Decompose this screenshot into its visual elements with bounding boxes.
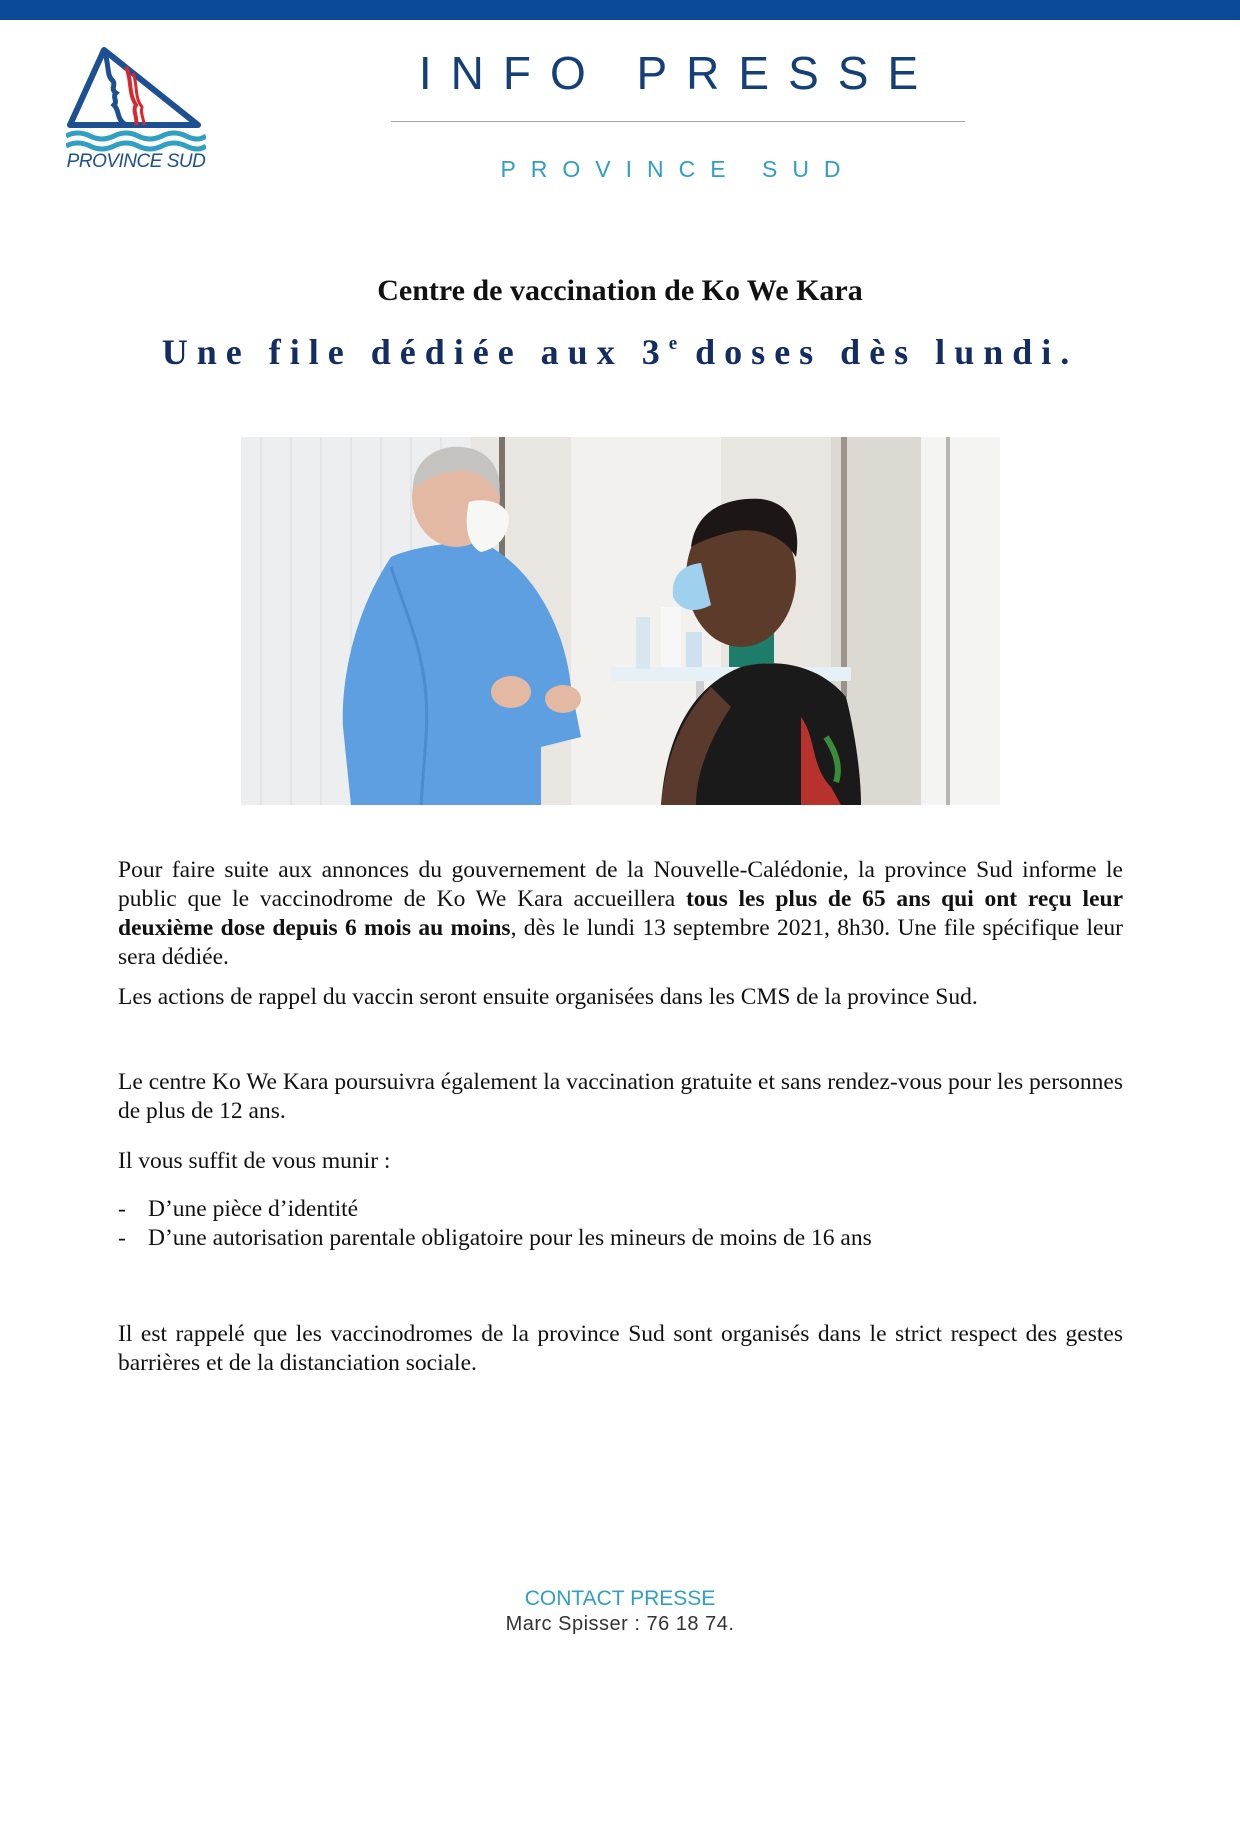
vaccination-photo [241, 437, 1000, 805]
article-subtitle: Centre de vaccination de Ko We Kara [377, 274, 863, 307]
list-item [118, 1195, 1123, 1224]
paragraph-1-text-a: Pour faire suite aux annonces du gouvernement de la Nouvelle-Calédonie, la province Sud informe le public que le vaccinodrome de Ko We Kara accueillera [118, 857, 1123, 912]
headline-superscript: e [668, 333, 678, 354]
paragraph-2: Les actions de rappel du vaccin seront ensuite organisées dans les CMS de la province Sud. [118, 984, 978, 1010]
headline-part-1: Une file dédiée aux 3 [161, 332, 669, 372]
logo-text: PROVINCE SUD [66, 151, 206, 172]
contact-title: CONTACT PRESSE [524, 1587, 716, 1610]
paragraph-4: Il vous suffit de vous munir : [118, 1148, 391, 1174]
paragraph-1-bold: tous les plus de 65 ans qui ont reçu leur deuxième dose depuis 6 mois au moins [118, 886, 1124, 941]
paragraph-1-text-b: , dès le lundi 13 septembre 2021, 8h30. Une file spécifique leur sera dédiée. [118, 915, 1123, 970]
headline-part-2: doses dès lundi. [677, 332, 1079, 372]
paragraph-5: Il est rappelé que les vaccinodromes de la province Sud sont organisés dans le strict respect des gestes barrières et de la distanciation sociale. [118, 1321, 1123, 1376]
list-marker: - [118, 1225, 126, 1251]
list-item [118, 1224, 1123, 1253]
paragraph-3: Le centre Ko We Kara poursuivra également la vaccination gratuite et sans rendez-vous pour les personnes de plus de 12 ans. [118, 1069, 1123, 1124]
list-item-text: D’une autorisation parentale obligatoire pour les mineurs de moins de 16 ans [148, 1225, 872, 1251]
list-item-text: D’une pièce d’identité [148, 1196, 359, 1222]
article-headline [100, 331, 1140, 373]
header-subtitle: PROVINCE SUD [500, 156, 856, 182]
requirements-list [118, 1195, 1123, 1253]
paragraph-1 [118, 856, 1123, 972]
contact-line: Marc Spisser : 76 18 74. [505, 1613, 735, 1635]
header-title: INFO PRESSE [418, 47, 938, 99]
top-color-bar [0, 0, 1240, 20]
header-divider [391, 121, 965, 122]
list-marker: - [118, 1196, 126, 1222]
